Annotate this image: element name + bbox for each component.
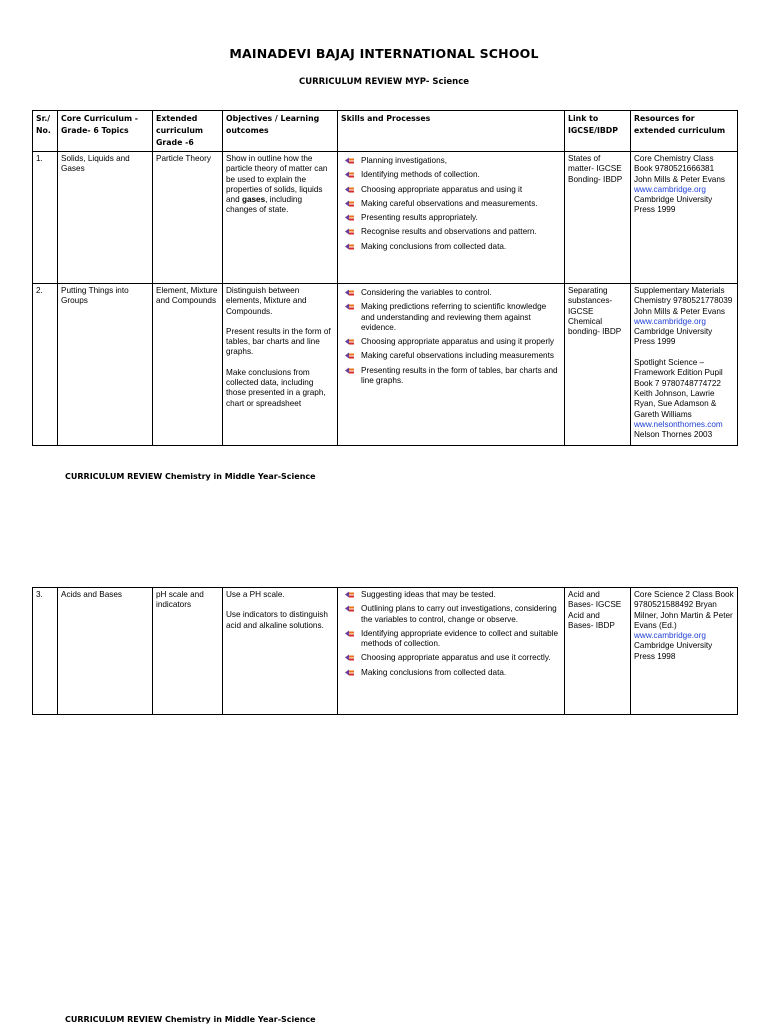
row-link: Acid and Bases- IGCSE Acid and Bases- IBDP: [565, 588, 631, 715]
list-item: Identifying methods of collection.: [341, 170, 561, 180]
table-row: [33, 152, 738, 284]
list-item: Choosing appropriate apparatus and using it: [341, 185, 561, 195]
list-item: Recognise results and observations and pattern.: [341, 227, 561, 237]
list-item: Choosing appropriate apparatus and using it properly: [341, 337, 561, 347]
bullet-icon: [345, 228, 354, 236]
row-skills: [338, 152, 565, 284]
list-item: Making predictions referring to scientific knowledge and understanding and reviewing them against evidence.: [341, 302, 561, 333]
resource-link[interactable]: www.cambridge.org: [634, 184, 706, 194]
row-resources: Core Science 2 Class Book 9780521588492 Bryan Milner, John Martin & Peter Evans (Ed.) www.cambridge.org Cambridge University Press 1998: [631, 588, 738, 715]
curriculum-table: [32, 110, 738, 446]
row-sr: 2.: [33, 284, 58, 446]
bullet-icon: [345, 200, 354, 208]
list-item: Making careful observations including measurements: [341, 351, 561, 361]
list-item: Choosing appropriate apparatus and use it correctly.: [341, 653, 561, 663]
table-row: [33, 588, 738, 715]
header-objectives: Objectives / Learning outcomes: [223, 111, 338, 152]
header-resources: Resources for extended curriculum: [631, 111, 738, 152]
list-item: Making careful observations and measurements.: [341, 199, 561, 209]
resource-link[interactable]: www.cambridge.org: [634, 631, 706, 641]
list-item: Presenting results in the form of tables, bar charts and line graphs.: [341, 366, 561, 387]
row-skills: [338, 284, 565, 446]
bullet-icon: [345, 157, 354, 165]
bullet-icon: [345, 171, 354, 179]
bullet-icon: [345, 289, 354, 297]
list-item: Outlining plans to carry out investigations, considering the variables to control, change or observe.: [341, 604, 561, 625]
list-item: Planning investigations,: [341, 156, 561, 166]
row-extended: Particle Theory: [153, 152, 223, 284]
header-skills: Skills and Processes: [338, 111, 565, 152]
list-item: Considering the variables to control.: [341, 288, 561, 298]
list-item: Making conclusions from collected data.: [341, 668, 561, 678]
resource-link[interactable]: www.cambridge.org: [634, 316, 706, 326]
list-item: Presenting results appropriately.: [341, 213, 561, 223]
row-core: Putting Things into Groups: [58, 284, 153, 446]
list-item: Identifying appropriate evidence to collect and suitable methods of collection.: [341, 629, 561, 650]
bullet-icon: [345, 214, 354, 222]
row-extended: Element, Mixture and Compounds: [153, 284, 223, 446]
bullet-icon: [345, 338, 354, 346]
bullet-icon: [345, 186, 354, 194]
header-link: Link to IGCSE/IBDP: [565, 111, 631, 152]
bullet-icon: [345, 352, 354, 360]
list-item: Making conclusions from collected data.: [341, 242, 561, 252]
document-subtitle: CURRICULUM REVIEW MYP- Science: [298, 77, 470, 87]
row-resources: Core Chemistry Class Book 9780521666381 John Mills & Peter Evans www.cambridge.org Cambridge University Press 1999: [631, 152, 738, 284]
section-note: CURRICULUM REVIEW Chemistry in Middle Year-Science: [65, 472, 316, 481]
row-resources: Supplementary Materials Chemistry 9780521778039 John Mills & Peter Evans www.cambridge.org Cambridge University Press 1999 Spotlight Science – Framework Edition Pupil Book 7 9780748774722 Keith Johnson, Lawrie Ryan, Sue Adamson & Gareth Williams www.nelsonthornes.com Nelson Thornes 2003: [631, 284, 738, 446]
bullet-icon: [345, 630, 354, 638]
row-link: Separating substances- IGCSE Chemical bonding- IBDP: [565, 284, 631, 446]
row-sr: 1.: [33, 152, 58, 284]
row-core: Acids and Bases: [58, 588, 153, 715]
curriculum-table-2: [32, 587, 738, 715]
bullet-icon: [345, 303, 354, 311]
resource-link-2[interactable]: www.nelsonthornes.com: [634, 419, 723, 429]
table-row: [33, 284, 738, 446]
row-objectives: Use a PH scale. Use indicators to distinguish acid and alkaline solutions.: [223, 588, 338, 715]
bullet-icon: [345, 654, 354, 662]
header-extended: Extended curriculum Grade -6: [153, 111, 223, 152]
bullet-icon: [345, 605, 354, 613]
bullet-icon: [345, 243, 354, 251]
row-extended: pH scale and indicators: [153, 588, 223, 715]
header-core: Core Curriculum - Grade- 6 Topics: [58, 111, 153, 152]
list-item: Suggesting ideas that may be tested.: [341, 590, 561, 600]
bullet-icon: [345, 591, 354, 599]
bullet-icon: [345, 669, 354, 677]
row-objectives: Distinguish between elements, Mixture and Compounds. Present results in the form of tables, bar charts and line graphs. Make conclusions from collected data, including those presented in a graph, chart or spreadsheet: [223, 284, 338, 446]
row-link: States of matter- IGCSE Bonding- IBDP: [565, 152, 631, 284]
row-objectives: Show in outline how the particle theory of matter can be used to explain the properties of solids, liquids and gases, including changes of state.: [223, 152, 338, 284]
header-row: [33, 111, 738, 152]
section-note: CURRICULUM REVIEW Chemistry in Middle Year-Science: [65, 1015, 316, 1024]
school-name: MAINADEVI BAJAJ INTERNATIONAL SCHOOL: [229, 46, 539, 61]
bullet-icon: [345, 367, 354, 375]
row-skills: [338, 588, 565, 715]
header-sr: Sr./ No.: [33, 111, 58, 152]
row-core: Solids, Liquids and Gases: [58, 152, 153, 284]
row-sr: 3.: [33, 588, 58, 715]
